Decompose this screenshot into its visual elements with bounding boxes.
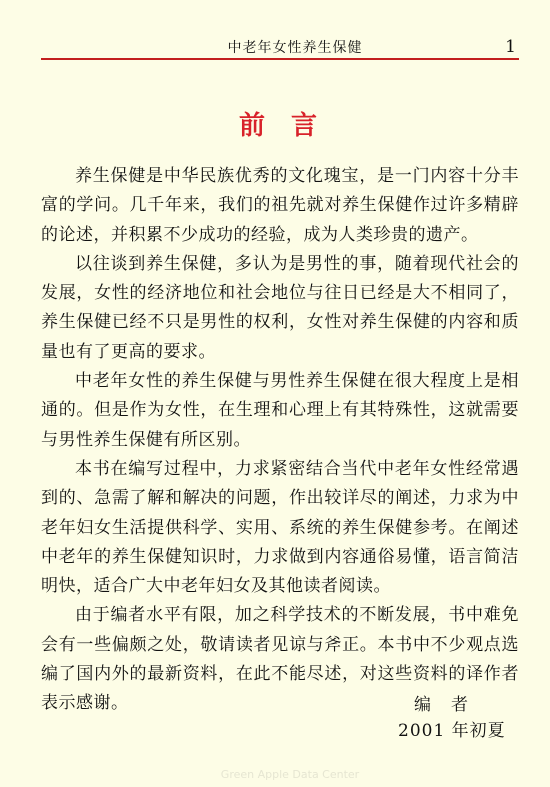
- paragraph-4: 本书在编写过程中，力求紧密结合当代中老年女性经常遇到的、急需了解和解决的问题，作出较详尽的阐述，力求为中老年妇女生活提供科学、实用、系统的养生保健参考。在阐述中老年的养生保健知识时，力求做到内容通俗易懂，语言简洁明快，适合广大中老年妇女及其他读者阅读。: [41, 458, 519, 597]
- paragraph-5: 由于编者水平有限，加之科学技术的不断发展，书中难免会有一些偏颇之处，敬请读者见谅与斧正。本书中不少观点选编了国内外的最新资料，在此不能尽述，对这些资料的译作者表示感谢。: [41, 605, 519, 714]
- paragraph-2: 以往谈到养生保健，多认为是男性的事，随着现代社会的发展，女性的经济地位和社会地位与往日已经是大不相同了，养生保健已经不只是男性的权利，女性对养生保健的内容和质量也有了更高的要求。: [41, 253, 519, 362]
- signature-date: 2001 年初夏: [398, 721, 506, 741]
- paragraph-3: 中老年女性的养生保健与男性养生保健在很大程度上是相通的。但是作为女性，在生理和心理上有其特殊性，这就需要与男性养生保健有所区别。: [41, 371, 519, 450]
- paragraph-1: 养生保健是中华民族优秀的文化瑰宝，是一门内容十分丰富的学问。几千年来，我们的祖先就对养生保健作过许多精辟的论述，并积累不少成功的经验，成为人类珍贵的遗产。: [41, 166, 519, 245]
- chapter-title: 前言: [238, 111, 343, 141]
- header-divider: [41, 58, 519, 60]
- running-header: [0, 36, 550, 56]
- signature-author: 编者: [414, 695, 488, 715]
- body-text: [41, 162, 519, 719]
- running-header-title: 中老年女性养生保健: [227, 40, 363, 56]
- watermark: Green Apple Data Center: [220, 768, 360, 781]
- page-number: 1: [505, 37, 516, 57]
